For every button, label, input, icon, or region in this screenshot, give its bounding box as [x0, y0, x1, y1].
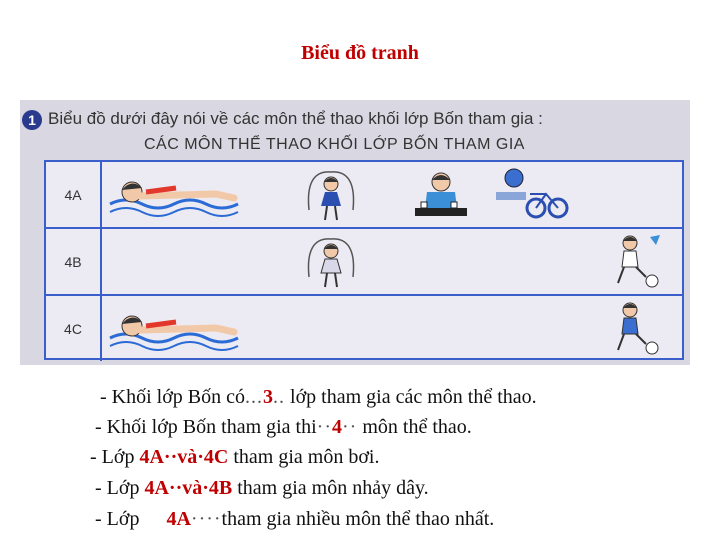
- answer-value: 4A: [166, 508, 191, 530]
- chart-title: CÁC MÔN THỂ THAO KHỐI LỚP BỐN THAM GIA: [144, 136, 525, 153]
- jump-rope-icon: [301, 233, 361, 291]
- picture-chart-grid: [44, 160, 684, 360]
- answer-value: 4A··và·4B: [144, 477, 233, 499]
- chart-row-4c: [46, 296, 682, 361]
- row-label: 4C: [46, 296, 102, 361]
- textbook-photo: [20, 100, 690, 365]
- exercise-number: 1: [22, 110, 42, 130]
- cycling-icon: [486, 166, 576, 222]
- chess-icon: [401, 168, 481, 220]
- answer-value: 3: [263, 386, 274, 408]
- swimming-icon: [106, 170, 246, 220]
- soccer-icon: [606, 231, 666, 291]
- exercise-instruction: Biểu đồ dưới đây nói về các môn thể thao khối lớp Bốn tham gia :: [48, 109, 543, 128]
- statement-3: - Lớp 4A··và·4C tham gia môn bơi.: [90, 446, 380, 468]
- statement-4: - Lớp 4A··và·4B tham gia môn nhảy dây.: [95, 477, 429, 499]
- answer-value: 4: [332, 416, 342, 438]
- swimming-icon: [106, 304, 246, 354]
- statement-5: - Lớp 4A····tham gia nhiều môn thể thao nhất.: [95, 508, 495, 530]
- chart-row-4b: [46, 229, 682, 296]
- page-title: Biểu đồ tranh: [301, 42, 419, 64]
- jump-rope-icon: [301, 166, 361, 224]
- statement-2: - Khối lớp Bốn tham gia thi··4·· môn thể thao.: [95, 416, 472, 438]
- chart-row-4a: [46, 162, 682, 229]
- row-label: 4A: [46, 162, 102, 227]
- soccer-icon: [606, 298, 666, 358]
- exercise-header: [20, 106, 690, 158]
- row-label: 4B: [46, 229, 102, 294]
- answer-value: 4A··và·4C: [139, 446, 229, 468]
- statement-1: - Khối lớp Bốn có...3.. lớp tham gia các môn thể thao.: [100, 386, 537, 408]
